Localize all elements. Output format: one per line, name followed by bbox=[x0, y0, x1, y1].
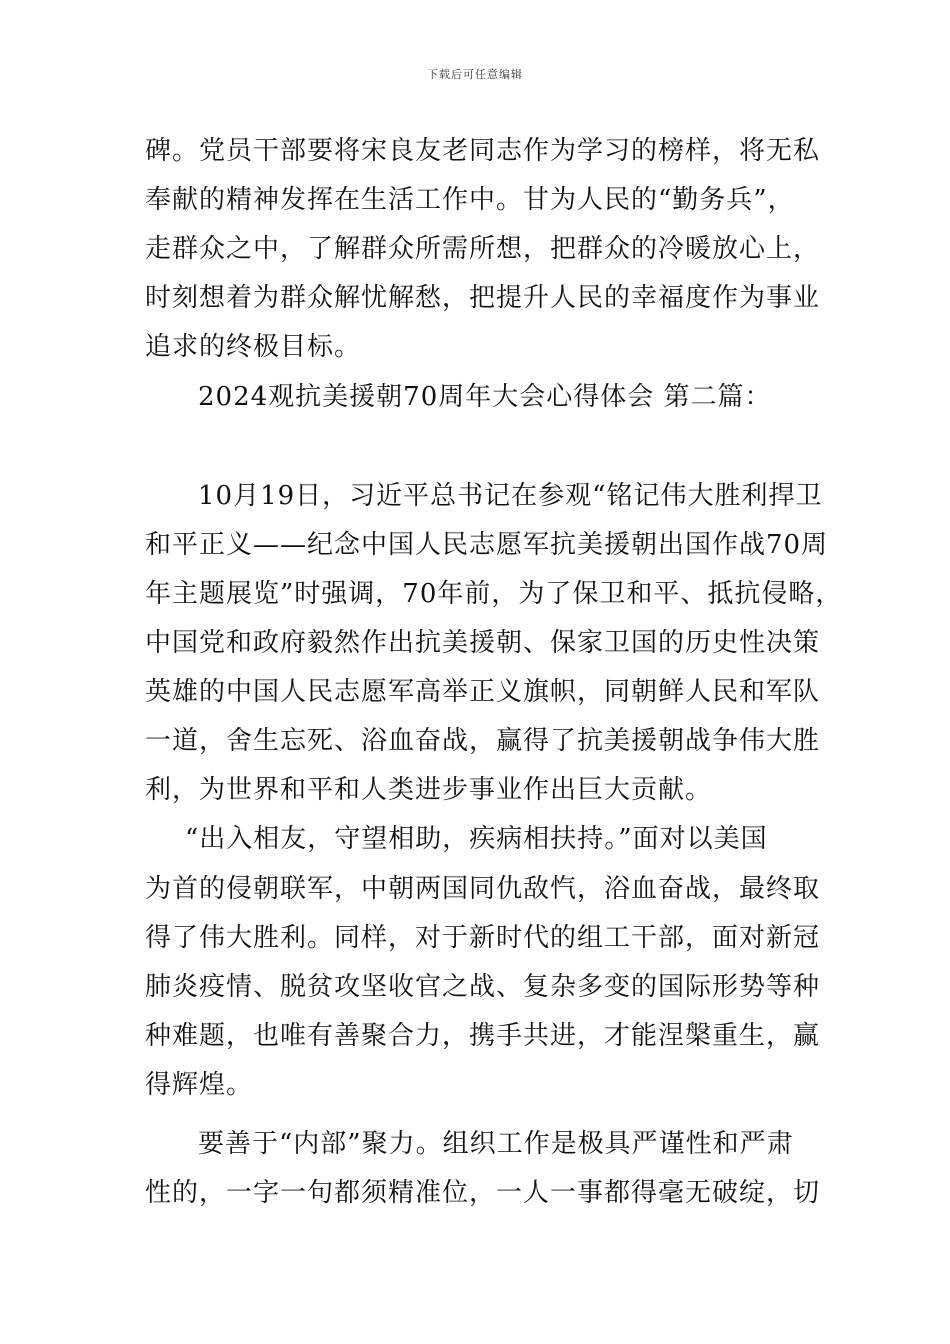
body-line: 碑。党员干部要将宋良友老同志作为学习的榜样，将无私 bbox=[145, 136, 821, 166]
body-line: 10月19日，习近平总书记在参观“铭记伟大胜利捍卫 bbox=[198, 481, 823, 511]
body-line: 利，为世界和平和人类进步事业作出巨大贡献。 bbox=[145, 775, 713, 805]
body-line: 中国党和政府毅然作出抗美援朝、保家卫国的历史性决策 bbox=[145, 628, 821, 658]
body-line: 肺炎疫情、脱贫攻坚收官之战、复杂多变的国际形势等种 bbox=[145, 972, 821, 1002]
body-line: “出入相友，守望相助，疾病相扶持。”面对以美国 bbox=[185, 824, 768, 854]
body-line: 奉献的精神发挥在生活工作中。甘为人民的“勤务兵”， bbox=[145, 185, 795, 215]
body-line: 追求的终极目标。 bbox=[145, 332, 362, 362]
body-line: 年主题展览”时强调，70年前，为了保卫和平、抵抗侵略， bbox=[145, 579, 843, 609]
body-line: 要善于“内部”聚力。组织工作是极具严谨性和严肃 bbox=[198, 1129, 794, 1159]
body-line: 和平正义——纪念中国人民志愿军抗美援朝出国作战70周 bbox=[145, 530, 829, 560]
header-note: 下载后可任意编辑 bbox=[427, 68, 523, 81]
section-heading: 2024观抗美援朝70周年大会心得体会 第二篇： bbox=[198, 382, 772, 412]
body-line: 得辉煌。 bbox=[145, 1070, 254, 1100]
body-line: 英雄的中国人民志愿军高举正义旗帜，同朝鲜人民和军队 bbox=[145, 677, 821, 707]
body-line: 种难题，也唯有善聚合力，携手共进，才能涅槃重生，赢 bbox=[145, 1021, 821, 1051]
body-line: 得了伟大胜利。同样，对于新时代的组工干部，面对新冠 bbox=[145, 923, 821, 953]
body-line: 性的，一字一句都须精准位，一人一事都得毫无破绽，切 bbox=[145, 1178, 821, 1208]
body-line: 为首的侵朝联军，中朝两国同仇敌忾，浴血奋战，最终取 bbox=[145, 874, 821, 904]
body-line: 时刻想着为群众解忧解愁，把提升人民的幸福度作为事业 bbox=[145, 283, 821, 313]
body-line: 走群众之中，了解群众所需所想，把群众的冷暖放心上， bbox=[145, 234, 821, 264]
body-line: 一道，舍生忘死、浴血奋战，赢得了抗美援朝战争伟大胜 bbox=[145, 726, 821, 756]
